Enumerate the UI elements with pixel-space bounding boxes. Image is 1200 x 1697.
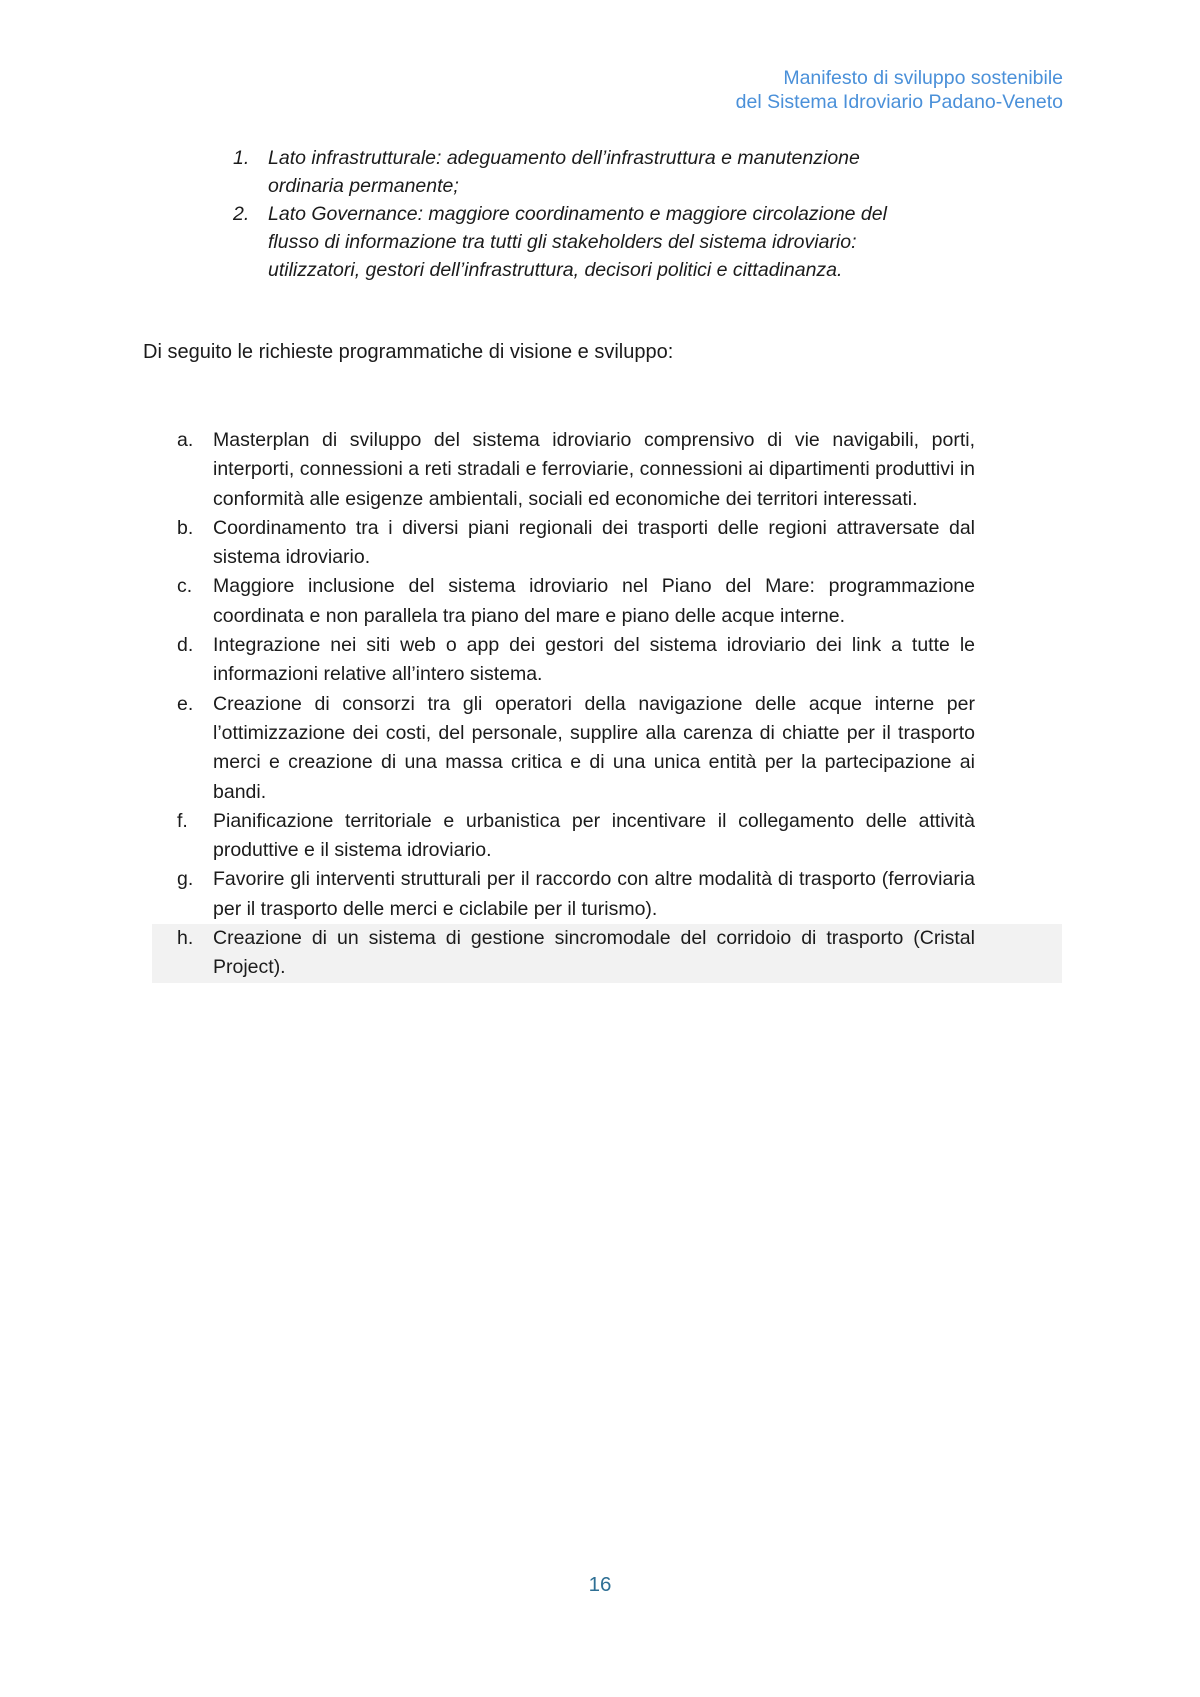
lettered-item-c-text: Maggiore inclusione del sistema idroviario nel Piano del Mare: programmazione coordinata e non parallela tra piano del mare e piano delle acque interne.: [213, 575, 975, 627]
lettered-item-b: [177, 514, 975, 573]
lettered-item-c-marker: c.: [177, 575, 193, 598]
intro-paragraph: Di seguito le richieste programmatiche di visione e sviluppo:: [143, 341, 674, 363]
lettered-item-b-text: Coordinamento tra i diversi piani regionali dei trasporti delle regioni attraversate dal sistema idroviario.: [213, 516, 975, 569]
lettered-item-b-marker: b.: [177, 516, 194, 539]
lettered-item-d-text: Integrazione nei siti web o app dei gestori del sistema idroviario dei link a tutte le informazioni relative all’intero sistema.: [213, 634, 975, 686]
lettered-list: [177, 426, 975, 983]
lettered-item-a: [177, 426, 975, 514]
numbered-item-1-text: Lato infrastrutturale: adeguamento dell’infrastruttura e manutenzione ordinaria permanente;: [268, 147, 860, 197]
numbered-item-2-text: Lato Governance: maggiore coordinamento e maggiore circolazione del flusso di informazione tra tutti gli stakeholders del sistema idroviario: utilizzatori, gestori dell’infrastruttura, decisori politici e cittadinanza.: [268, 203, 887, 281]
document-header: [736, 66, 1063, 114]
lettered-item-c: [177, 572, 975, 631]
lettered-item-h: [152, 924, 1062, 983]
page-number: 16: [588, 1573, 612, 1596]
lettered-item-e-marker: e.: [177, 692, 194, 715]
lettered-item-f-marker: f.: [177, 809, 188, 832]
header-line-1: Manifesto di sviluppo sostenibile: [783, 67, 1063, 89]
lettered-item-g-text: Favorire gli interventi strutturali per il raccordo con altre modalità di trasporto (ferroviaria per il trasporto delle merci e ciclabile per il turismo).: [213, 868, 975, 920]
lettered-item-d-marker: d.: [177, 634, 194, 657]
header-line-2: del Sistema Idroviario Padano-Veneto: [735, 91, 1063, 113]
lettered-item-e-text: Creazione di consorzi tra gli operatori della navigazione delle acque interne per l’ottimizzazione dei costi, del personale, supplire alla carenza di chiatte per il trasporto merci e creazione di una massa critica e di una unica entità per la partecipazione ai bandi.: [213, 692, 975, 803]
lettered-item-e: [177, 690, 975, 807]
lettered-item-d: [177, 631, 975, 690]
lettered-item-g-marker: g.: [177, 868, 194, 891]
lettered-item-h-marker: h.: [177, 927, 194, 950]
numbered-item-1: [233, 144, 928, 200]
lettered-item-a-text: Masterplan di sviluppo del sistema idroviario comprensivo di vie navigabili, porti, interporti, connessioni a reti stradali e ferroviarie, connessioni ai dipartimenti produttivi in conformità alle esigenze ambientali, sociali ed economiche dei territori interessati.: [213, 429, 975, 510]
lettered-item-a-marker: a.: [177, 429, 194, 451]
lettered-item-f-text: Pianificazione territoriale e urbanistica per incentivare il collegamento delle attività produttive e il sistema idroviario.: [213, 809, 975, 862]
numbered-item-2-marker: 2.: [233, 203, 250, 225]
numbered-list: [233, 144, 928, 284]
lettered-item-h-text: Creazione di un sistema di gestione sincromodale del corridoio di trasporto (Cristal Project).: [213, 927, 975, 979]
lettered-item-g: [177, 865, 975, 924]
numbered-item-1-marker: 1.: [233, 147, 250, 169]
lettered-item-f: [177, 807, 975, 866]
numbered-item-2: [233, 200, 928, 284]
